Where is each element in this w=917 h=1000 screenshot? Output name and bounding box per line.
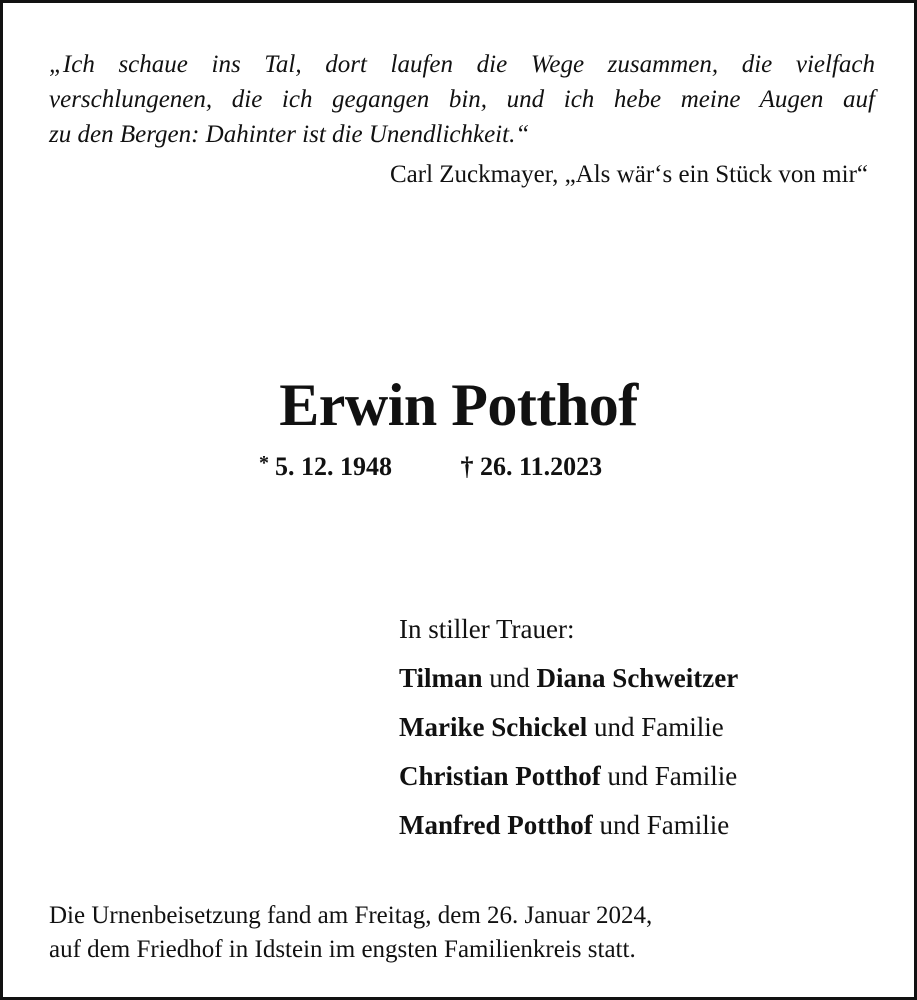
deceased-name: Erwin Potthof <box>279 372 638 438</box>
mourner-name: Diana Schweitzer <box>536 663 739 693</box>
mourner-row <box>399 801 738 850</box>
burial-line-2: auf dem Friedhof in Idstein im engsten Familienkreis statt. <box>49 936 636 963</box>
quote-block <box>49 47 875 152</box>
quote-line-3: zu den Bergen: Dahinter ist die Unendlichkeit.“ <box>49 121 530 148</box>
mourner-row <box>399 752 738 801</box>
mourner-suffix: und Familie <box>593 712 724 742</box>
mourner-connector: und <box>489 663 530 693</box>
mourner-name: Christian Potthof <box>399 761 601 791</box>
death-date-group <box>461 452 603 481</box>
mourner-name: Tilman <box>399 663 483 693</box>
mourner-name: Manfred Potthof <box>399 810 593 840</box>
quote-attribution: Carl Zuckmayer, „Als wär‘s ein Stück von mir“ <box>389 161 868 188</box>
death-cross-icon: † <box>460 452 474 481</box>
mourner-suffix: und Familie <box>607 761 738 791</box>
death-date: 26. 11.2023 <box>480 452 603 481</box>
birth-date: 5. 12. 1948 <box>275 452 392 481</box>
birth-star-icon: * <box>259 452 269 474</box>
mourners-list <box>399 605 738 850</box>
quote-line-2: verschlungenen, die ich gegangen bin, und ich hebe meine Augen auf <box>49 86 875 113</box>
mourners-intro: In stiller Trauer: <box>399 614 575 644</box>
burial-line-1: Die Urnenbeisetzung fand am Freitag, dem 26. Januar 2024, <box>49 902 653 929</box>
birth-date-group <box>259 452 392 481</box>
mourner-row <box>399 703 738 752</box>
burial-notice <box>49 899 652 967</box>
life-dates <box>259 449 602 487</box>
quote-line-1: „Ich schaue ins Tal, dort laufen die Wege zusammen, die vielfach <box>49 51 875 78</box>
mourner-suffix: und Familie <box>599 810 730 840</box>
mourner-row <box>399 654 738 703</box>
mourner-name: Marike Schickel <box>399 712 588 742</box>
